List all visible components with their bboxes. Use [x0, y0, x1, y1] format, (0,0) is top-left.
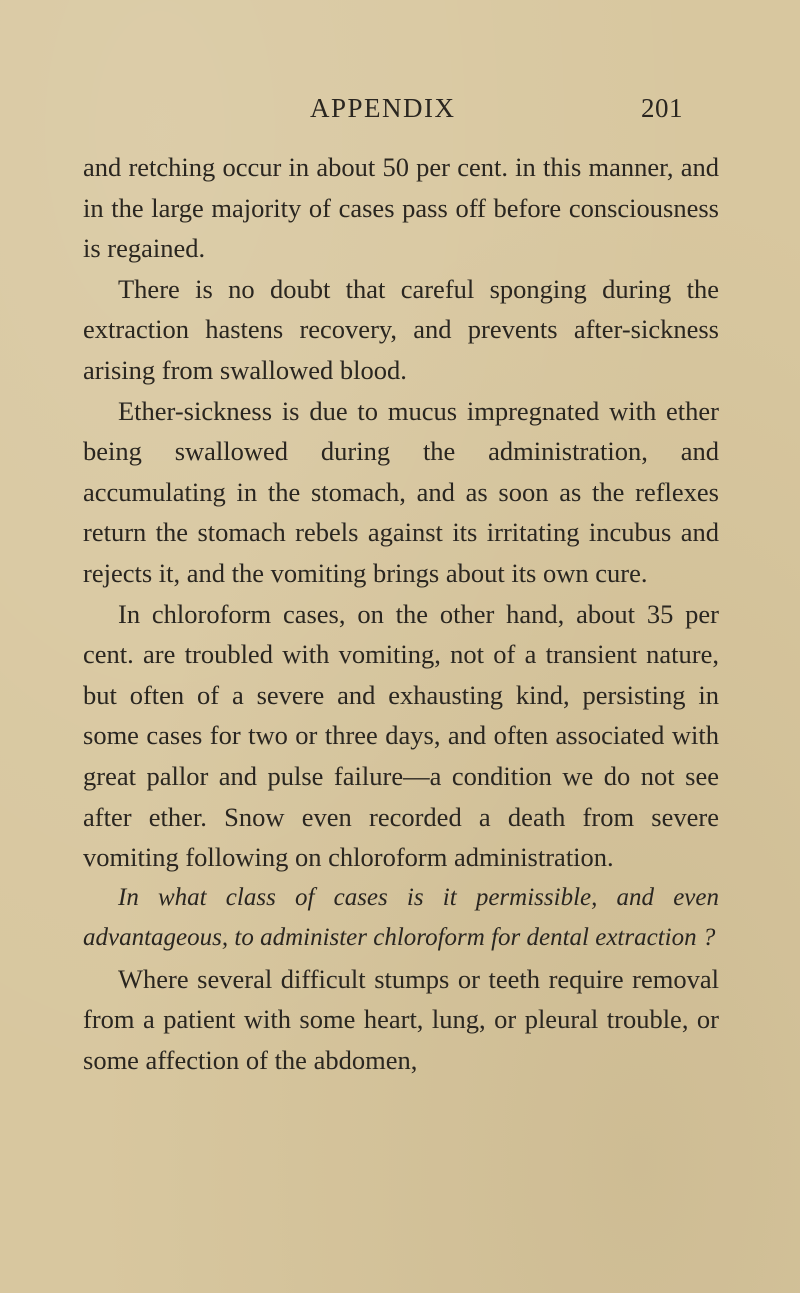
running-title: APPENDIX	[310, 93, 456, 123]
body-text	[83, 147, 719, 1081]
paragraph-sponging: There is no doubt that careful sponging during the extraction hastens recovery, and prevents after-sickness arising from swallowed blood.	[83, 273, 719, 385]
paragraph-continued: and retching occur in about 50 per cent. in this manner, and in the large majority of cases pass off before consciousness is regained.	[83, 152, 719, 264]
paragraph-chloroform-cases: In chloroform cases, on the other hand, about 35 per cent. are troubled with vomiting, not of a transient nature, but often of a severe and exhausting kind, persisting in some cases for two or three days, and often associated with great pallor and pulse failure—a condition we do not see after ether. Snow even recorded a death from severe vomiting following on chloroform administration.	[83, 598, 719, 873]
running-head	[0, 88, 800, 128]
page-number: 201	[641, 93, 683, 123]
question-heading: In what class of cases is it permissible, and even advantageous, to administer chloroform for dental extraction ?	[83, 883, 719, 952]
paragraph-answer: Where several difficult stumps or teeth require removal from a patient with some heart, lung, or pleural trouble, or some affection of the abdomen,	[83, 963, 719, 1076]
paragraph-ether-sickness: Ether-sickness is due to mucus impregnated with ether being swallowed during the administration, and accumulating in the stomach, and as soon as the reflexes return the stomach rebels against its irritating incubus and rejects it, and the vomiting brings about its own cure.	[83, 395, 719, 588]
